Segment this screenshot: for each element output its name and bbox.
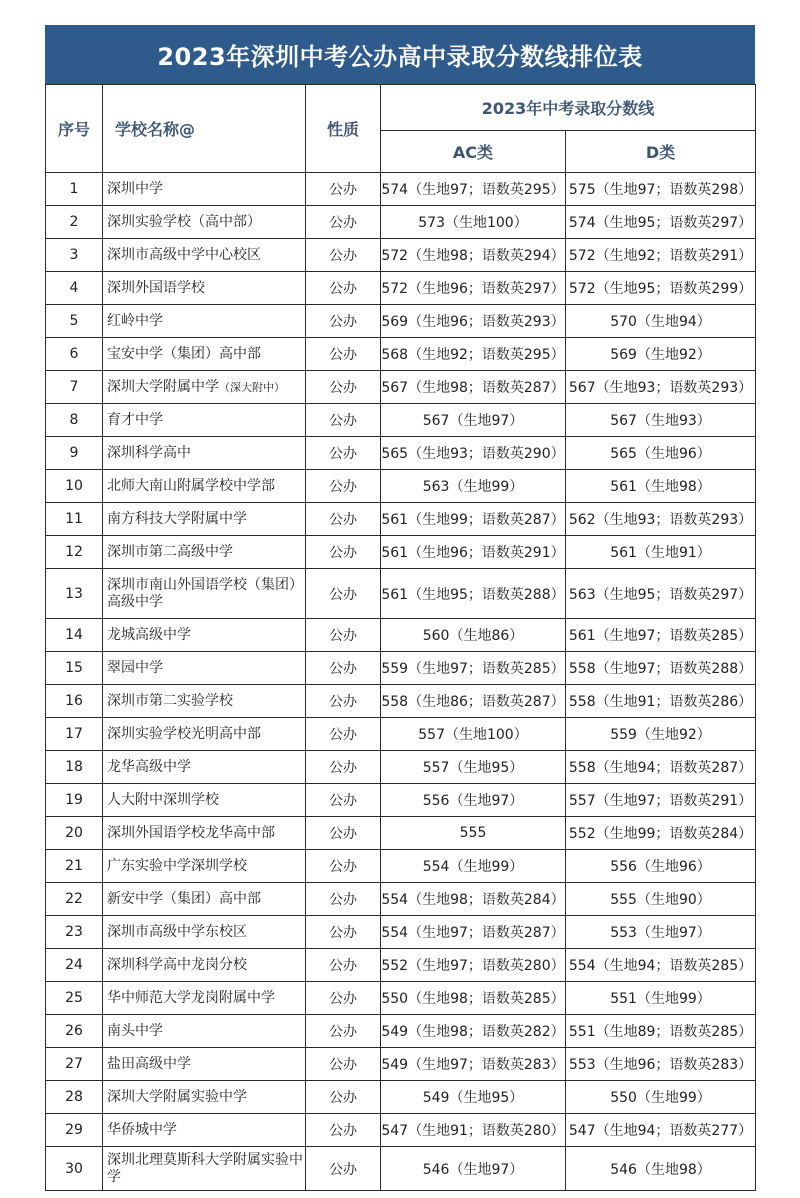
school-name-text: 育才中学 (107, 411, 163, 428)
row-index: 23 (46, 916, 103, 949)
school-name (103, 470, 306, 503)
table-body (46, 173, 756, 1191)
school-name-text: 深圳市第二实验学校 (107, 692, 233, 709)
ac-score: 572（生地96；语数英297） (381, 272, 566, 305)
ac-score: 555 (381, 817, 566, 850)
school-name-text: 深圳大学附属实验中学 (107, 1088, 247, 1105)
school-type: 公办 (306, 685, 381, 718)
d-score: 559（生地92） (566, 718, 756, 751)
school-type: 公办 (306, 1147, 381, 1191)
school-name-text: 深圳实验学校（高中部） (107, 213, 261, 230)
ac-score: 560（生地86） (381, 619, 566, 652)
ac-score: 554（生地98；语数英284） (381, 883, 566, 916)
school-name-text: 北师大南山附属学校中学部 (107, 477, 275, 494)
row-index: 29 (46, 1114, 103, 1147)
school-type: 公办 (306, 916, 381, 949)
ac-score: 546（生地97） (381, 1147, 566, 1191)
school-name (103, 1081, 306, 1114)
table-row (46, 239, 756, 272)
ac-score: 561（生地99；语数英287） (381, 503, 566, 536)
ac-score: 549（生地95） (381, 1081, 566, 1114)
school-name-text: 龙城高级中学 (107, 626, 191, 643)
school-name (103, 206, 306, 239)
row-index: 16 (46, 685, 103, 718)
school-name (103, 784, 306, 817)
school-name (103, 239, 306, 272)
d-score: 551（生地89；语数英285） (566, 1015, 756, 1048)
school-type: 公办 (306, 1015, 381, 1048)
table-row (46, 569, 756, 619)
d-score: 563（生地95；语数英297） (566, 569, 756, 619)
school-name-suffix: （深大附中） (219, 380, 285, 394)
ac-score: 567（生地97） (381, 404, 566, 437)
school-name-text: 深圳科学高中 (107, 444, 191, 461)
school-name-text: 南头中学 (107, 1022, 163, 1039)
table-row (46, 470, 756, 503)
table-row (46, 437, 756, 470)
row-index: 7 (46, 371, 103, 404)
score-table-document (45, 25, 755, 1191)
ac-score: 549（生地97；语数英283） (381, 1048, 566, 1081)
school-name (103, 982, 306, 1015)
school-type: 公办 (306, 338, 381, 371)
school-type: 公办 (306, 371, 381, 404)
school-name-text: 龙华高级中学 (107, 758, 191, 775)
row-index: 20 (46, 817, 103, 850)
d-score: 556（生地96） (566, 850, 756, 883)
admission-score-table (45, 84, 756, 1191)
ac-score: 561（生地95；语数英288） (381, 569, 566, 619)
row-index: 15 (46, 652, 103, 685)
row-index: 25 (46, 982, 103, 1015)
school-type: 公办 (306, 982, 381, 1015)
ac-score: 558（生地86；语数英287） (381, 685, 566, 718)
d-score: 553（生地96；语数英283） (566, 1048, 756, 1081)
school-name-text: 深圳外国语学校龙华高中部 (107, 824, 275, 841)
ac-score: 554（生地97；语数英287） (381, 916, 566, 949)
table-row (46, 1015, 756, 1048)
school-name (103, 652, 306, 685)
row-index: 28 (46, 1081, 103, 1114)
d-score: 561（生地91） (566, 536, 756, 569)
table-row (46, 1081, 756, 1114)
table-row (46, 1114, 756, 1147)
d-score: 546（生地98） (566, 1147, 756, 1191)
header-score-group: 2023年中考录取分数线 (381, 85, 756, 131)
school-name (103, 685, 306, 718)
school-name (103, 437, 306, 470)
school-type: 公办 (306, 652, 381, 685)
school-name-text: 深圳市第二高级中学 (107, 543, 233, 560)
d-score: 567（生地93） (566, 404, 756, 437)
ac-score: 574（生地97；语数英295） (381, 173, 566, 206)
school-name-text: 深圳市高级中学中心校区 (107, 246, 261, 263)
table-row (46, 685, 756, 718)
ac-score: 557（生地95） (381, 751, 566, 784)
d-score: 557（生地97；语数英291） (566, 784, 756, 817)
row-index: 17 (46, 718, 103, 751)
d-score: 558（生地91；语数英286） (566, 685, 756, 718)
row-index: 30 (46, 1147, 103, 1191)
table-row (46, 652, 756, 685)
school-name-text: 深圳科学高中龙岗分校 (107, 956, 247, 973)
school-name (103, 503, 306, 536)
school-name-text: 深圳大学附属中学 (107, 378, 219, 395)
ac-score: 552（生地97；语数英280） (381, 949, 566, 982)
school-name (103, 949, 306, 982)
school-type: 公办 (306, 817, 381, 850)
school-name (103, 1147, 306, 1191)
d-score: 575（生地97；语数英298） (566, 173, 756, 206)
school-name (103, 1048, 306, 1081)
row-index: 24 (46, 949, 103, 982)
row-index: 14 (46, 619, 103, 652)
table-row (46, 751, 756, 784)
row-index: 18 (46, 751, 103, 784)
school-name-text: 深圳市高级中学东校区 (107, 923, 247, 940)
document-title: 2023年深圳中考公办高中录取分数线排位表 (45, 25, 755, 84)
ac-score: 572（生地98；语数英294） (381, 239, 566, 272)
table-row (46, 784, 756, 817)
table-row (46, 619, 756, 652)
school-type: 公办 (306, 1081, 381, 1114)
school-type: 公办 (306, 437, 381, 470)
d-score: 550（生地99） (566, 1081, 756, 1114)
school-type: 公办 (306, 784, 381, 817)
header-d-category: D类 (566, 131, 756, 173)
school-name-text: 红岭中学 (107, 312, 163, 329)
row-index: 5 (46, 305, 103, 338)
school-type: 公办 (306, 272, 381, 305)
school-name (103, 883, 306, 916)
school-name (103, 404, 306, 437)
table-row (46, 817, 756, 850)
school-name (103, 338, 306, 371)
row-index: 3 (46, 239, 103, 272)
school-type: 公办 (306, 1048, 381, 1081)
d-score: 574（生地95；语数英297） (566, 206, 756, 239)
school-name-text: 深圳北理莫斯科大学附属实验中学 (107, 1151, 303, 1185)
table-row (46, 982, 756, 1015)
school-name (103, 272, 306, 305)
school-type: 公办 (306, 619, 381, 652)
school-name (103, 569, 306, 619)
row-index: 19 (46, 784, 103, 817)
row-index: 21 (46, 850, 103, 883)
table-row (46, 916, 756, 949)
table-row (46, 1147, 756, 1191)
d-score: 570（生地94） (566, 305, 756, 338)
school-name (103, 536, 306, 569)
d-score: 552（生地99；语数英284） (566, 817, 756, 850)
school-name-text: 宝安中学（集团）高中部 (107, 345, 261, 362)
school-name (103, 916, 306, 949)
ac-score: 563（生地99） (381, 470, 566, 503)
ac-score: 556（生地97） (381, 784, 566, 817)
header-index: 序号 (46, 85, 103, 173)
table-row (46, 338, 756, 371)
table-row (46, 272, 756, 305)
school-name-text: 深圳外国语学校 (107, 279, 205, 296)
school-name-text: 盐田高级中学 (107, 1055, 191, 1072)
school-name (103, 305, 306, 338)
table-row (46, 404, 756, 437)
row-index: 13 (46, 569, 103, 619)
d-score: 553（生地97） (566, 916, 756, 949)
school-name-text: 翠园中学 (107, 659, 163, 676)
school-type: 公办 (306, 206, 381, 239)
row-index: 9 (46, 437, 103, 470)
school-name-text: 人大附中深圳学校 (107, 791, 219, 808)
d-score: 554（生地94；语数英285） (566, 949, 756, 982)
school-type: 公办 (306, 470, 381, 503)
d-score: 565（生地96） (566, 437, 756, 470)
row-index: 10 (46, 470, 103, 503)
school-type: 公办 (306, 536, 381, 569)
table-row (46, 503, 756, 536)
row-index: 27 (46, 1048, 103, 1081)
school-type: 公办 (306, 404, 381, 437)
table-row (46, 850, 756, 883)
table-row (46, 371, 756, 404)
header-school-name: 学校名称@ (103, 85, 306, 173)
school-type: 公办 (306, 239, 381, 272)
ac-score: 573（生地100） (381, 206, 566, 239)
school-name (103, 817, 306, 850)
school-name (103, 850, 306, 883)
school-name-text: 华中师范大学龙岗附属中学 (107, 989, 275, 1006)
d-score: 572（生地95；语数英299） (566, 272, 756, 305)
row-index: 4 (46, 272, 103, 305)
d-score: 562（生地93；语数英293） (566, 503, 756, 536)
ac-score: 547（生地91；语数英280） (381, 1114, 566, 1147)
row-index: 22 (46, 883, 103, 916)
d-score: 558（生地97；语数英288） (566, 652, 756, 685)
school-name (103, 751, 306, 784)
header-type: 性质 (306, 85, 381, 173)
ac-score: 568（生地92；语数英295） (381, 338, 566, 371)
ac-score: 569（生地96；语数英293） (381, 305, 566, 338)
school-name-text: 深圳中学 (107, 180, 163, 197)
row-index: 2 (46, 206, 103, 239)
d-score: 555（生地90） (566, 883, 756, 916)
school-name (103, 718, 306, 751)
header-ac-category: AC类 (381, 131, 566, 173)
school-name-text: 华侨城中学 (107, 1121, 177, 1138)
row-index: 6 (46, 338, 103, 371)
ac-score: 567（生地98；语数英287） (381, 371, 566, 404)
ac-score: 557（生地100） (381, 718, 566, 751)
ac-score: 559（生地97；语数英285） (381, 652, 566, 685)
table-row (46, 718, 756, 751)
row-index: 12 (46, 536, 103, 569)
school-type: 公办 (306, 883, 381, 916)
school-type: 公办 (306, 305, 381, 338)
school-name-text: 南方科技大学附属中学 (107, 510, 247, 527)
ac-score: 554（生地99） (381, 850, 566, 883)
school-name-text: 深圳市南山外国语学校（集团）高级中学 (107, 576, 303, 610)
school-type: 公办 (306, 503, 381, 536)
table-row (46, 173, 756, 206)
school-name (103, 1114, 306, 1147)
d-score: 547（生地94；语数英277） (566, 1114, 756, 1147)
ac-score: 561（生地96；语数英291） (381, 536, 566, 569)
school-name-text: 深圳实验学校光明高中部 (107, 725, 261, 742)
d-score: 558（生地94；语数英287） (566, 751, 756, 784)
d-score: 551（生地99） (566, 982, 756, 1015)
d-score: 572（生地92；语数英291） (566, 239, 756, 272)
d-score: 569（生地92） (566, 338, 756, 371)
table-row (46, 883, 756, 916)
school-type: 公办 (306, 1114, 381, 1147)
ac-score: 550（生地98；语数英285） (381, 982, 566, 1015)
school-type: 公办 (306, 569, 381, 619)
school-type: 公办 (306, 850, 381, 883)
ac-score: 565（生地93；语数英290） (381, 437, 566, 470)
row-index: 1 (46, 173, 103, 206)
school-type: 公办 (306, 949, 381, 982)
table-row (46, 536, 756, 569)
row-index: 26 (46, 1015, 103, 1048)
row-index: 8 (46, 404, 103, 437)
d-score: 567（生地93；语数英293） (566, 371, 756, 404)
d-score: 561（生地98） (566, 470, 756, 503)
school-name (103, 173, 306, 206)
ac-score: 549（生地98；语数英282） (381, 1015, 566, 1048)
table-row (46, 1048, 756, 1081)
table-row (46, 305, 756, 338)
school-type: 公办 (306, 751, 381, 784)
school-name-text: 广东实验中学深圳学校 (107, 857, 247, 874)
school-name (103, 371, 306, 404)
school-name (103, 1015, 306, 1048)
row-index: 11 (46, 503, 103, 536)
school-name (103, 619, 306, 652)
school-type: 公办 (306, 173, 381, 206)
school-type: 公办 (306, 718, 381, 751)
d-score: 561（生地97；语数英285） (566, 619, 756, 652)
table-row (46, 206, 756, 239)
table-row (46, 949, 756, 982)
school-name-text: 新安中学（集团）高中部 (107, 890, 261, 907)
